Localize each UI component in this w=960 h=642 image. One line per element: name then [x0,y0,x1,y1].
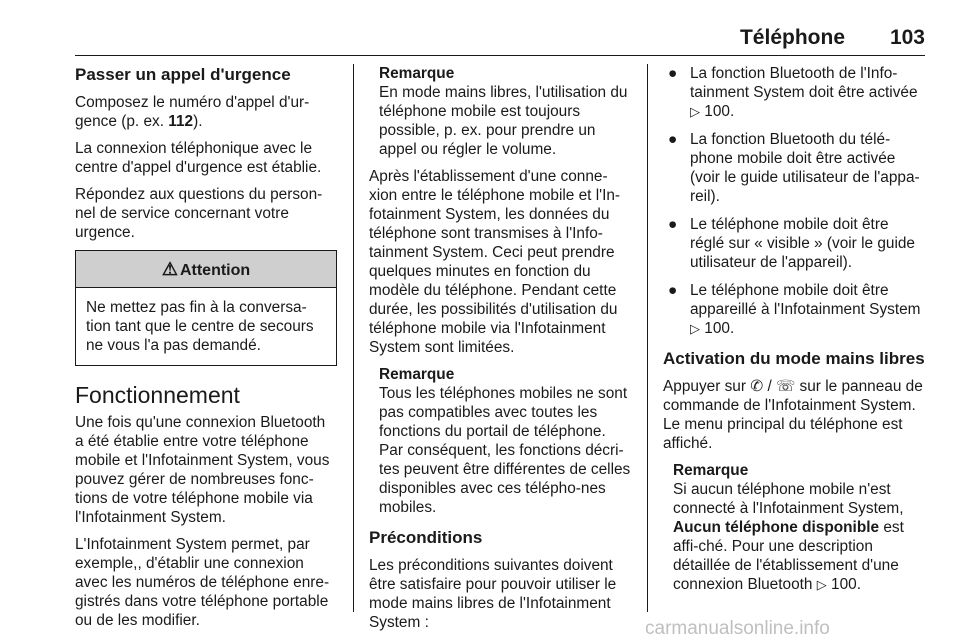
precondition-list [663,64,925,338]
paragraph: Après l'établissement d'une conne-xion entre le téléphone mobile et l'In-fotainment System, les données du téléphone sont transmises à l'Info-tainment System. Ceci peut prendre quelques minutes en fonction du modèle du téléphone. Pendant cette durée, les possibilités d'utilisation du téléphone mobile via l'Infotainment System sont limitées. [369,168,621,356]
column-divider [647,64,648,612]
phone-icon: ✆ [750,378,764,395]
note-title: Remarque [379,366,455,383]
list-item: ● La fonction Bluetooth du télé-phone mobile doit être activée (voir le guide utilisateur de l'appa-reil). [668,131,920,205]
hands-free-icon: ☏ [776,378,796,395]
note-box [369,64,633,159]
arrow-ref-icon: ▷ [816,577,827,592]
paragraph: Une fois qu'une connexion Bluetooth a été établie entre votre téléphone mobile et l'Infotainment System, vous pouvez gérer de nombreuses fonc-tions de votre téléphone mobile via l'Infotainment System. [75,414,330,526]
section-heading: Préconditions [369,528,483,547]
column-divider [353,64,354,612]
paragraph: Appuyer sur ✆ / ☏ sur le panneau de commande de l'Infotainment System. Le menu principal du téléphone est affiché. [663,378,923,452]
column-1 [75,64,337,638]
paragraph: La connexion téléphonique avec le centre d'appel d'urgence est établie. [75,140,322,176]
list-item: ● Le téléphone mobile doit être appareillé à l'Infotainment System ▷ 100. [668,282,921,337]
note-body: Tous les téléphones mobiles ne sont pas compatibles avec toutes les fonctions du portail de téléphone. Par conséquent, les fonctions décri-tes peuvent être différentes de celles disponibles avec ces télépho-nes mobiles. [379,385,631,516]
header-divider [75,55,925,56]
paragraph: Les préconditions suivantes doivent être satisfaire pour pouvoir utiliser le mode mains libres de l'Infotainment System : [369,557,617,631]
column-3 [663,64,925,602]
note-box [369,365,633,517]
paragraph: Composez le numéro d'appel d'ur-gence (p. ex. 112). [75,94,310,130]
note-body: Si aucun téléphone mobile n'est connecté à l'Infotainment System, Aucun téléphone disponible est affi-ché. Pour une description détaillée de l'établissement d'une connexion Bluetooth ▷ 100. [673,481,904,593]
arrow-ref-icon: ▷ [690,321,700,336]
section-heading: Passer un appel d'urgence [75,65,291,84]
attention-body: Ne mettez pas fin à la conversa-tion tant que le centre de secours ne vous l'a pas demandé. [86,299,314,354]
note-title: Remarque [673,462,749,479]
arrow-ref-icon: ▷ [690,104,700,119]
paragraph: L'Infotainment System permet, par exemple,, d'établir une connexion avec les numéros de téléphone enre-gistrés dans votre téléphone portable ou de les modifier. [75,536,330,629]
page-title: Téléphone [739,26,845,49]
note-body: En mode mains libres, l'utilisation du téléphone mobile est toujours possible, p. ex. pour prendre un appel ou régler le volume. [379,84,628,158]
section-heading: Activation du mode mains libres [663,349,925,368]
list-item: ● Le téléphone mobile doit être réglé sur « visible » (voir le guide utilisateur de l'appareil). [668,216,915,271]
note-title: Remarque [379,65,455,82]
section-heading: Fonctionnement [75,382,240,408]
note-box [663,461,925,594]
warning-icon: ⚠ [161,259,178,279]
page-header [75,26,925,56]
watermark: carmanualsonline.info [645,618,830,639]
list-item: ● La fonction Bluetooth de l'Info-tainment System doit être activée ▷ 100. [668,65,918,120]
paragraph: Répondez aux questions du person-nel de service concernant votre urgence. [75,186,323,241]
attention-box [75,250,337,366]
page-number: 103 [889,26,925,49]
column-2 [369,64,633,640]
attention-header: ⚠ Attention [76,251,336,288]
